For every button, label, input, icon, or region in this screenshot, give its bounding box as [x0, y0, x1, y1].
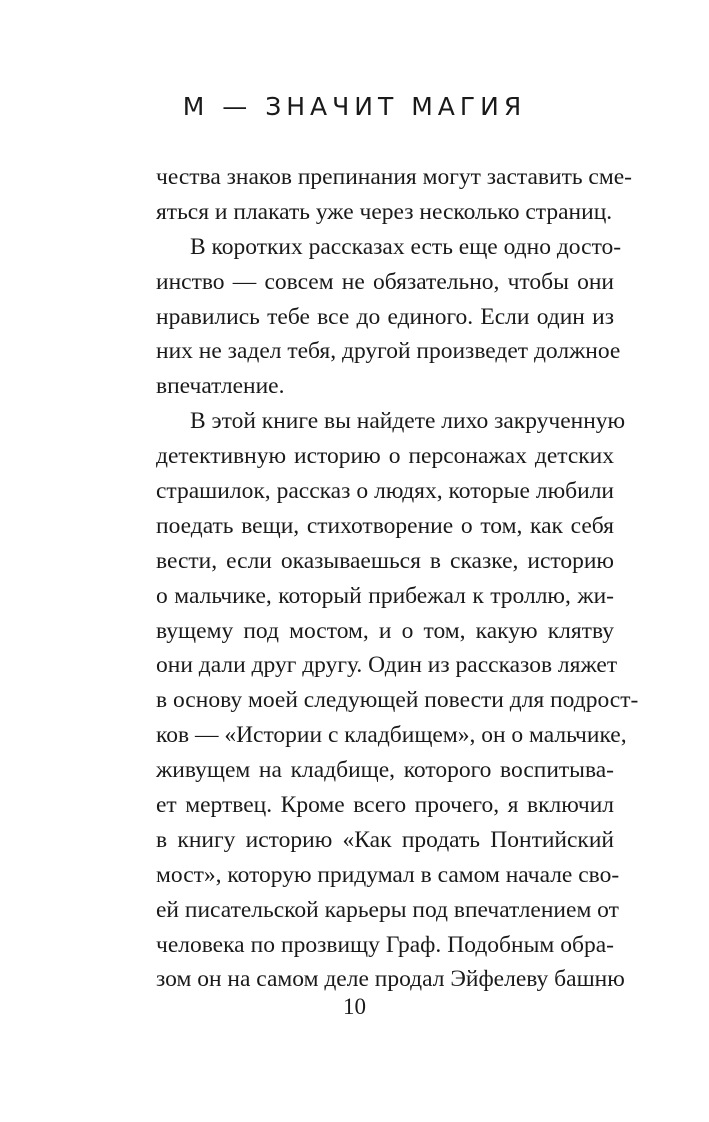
text-line: вущему под мостом, и о том, какую клятву — [156, 617, 614, 644]
text-line: в основу моей следующей повести для подрост- — [156, 687, 639, 714]
page-number: 10 — [343, 994, 366, 1019]
text-line: в книгу историю «Как продать Понтийский — [156, 826, 614, 853]
text-line: поедать вещи, стихотворение о том, как себя — [156, 512, 614, 539]
body-text — [156, 160, 639, 997]
text-line: человека по прозвищу Граф. Подобным обра- — [156, 931, 614, 958]
text-line: них не задел тебя, другой произведет должное — [156, 338, 621, 365]
text-line: ет мертвец. Кроме всего прочего, я включил — [156, 792, 614, 819]
text-line: чества знаков препинания могут заставить сме- — [156, 164, 632, 190]
text-line: ков — «Истории с кладбищем», он о мальчике, — [156, 722, 627, 749]
text-line: В этой книге вы найдете лихо закрученную — [190, 408, 626, 435]
text-line: ей писательской карьеры под впечатлением от — [156, 896, 619, 923]
text-line: инство — совсем не обязательно, чтобы они — [156, 268, 614, 295]
running-head: М — ЗНАЧИТ МАГИЯ — [182, 92, 527, 121]
text-line: страшилок, рассказ о людях, которые любили — [156, 478, 614, 505]
text-line: живущем на кладбище, которого воспитыва- — [156, 757, 614, 784]
text-line: они дали друг другу. Один из рассказов ляжет — [156, 652, 618, 679]
text-line: о мальчике, который прибежал к троллю, жи- — [156, 582, 614, 609]
text-line: нравились тебе все до единого. Если один из — [156, 303, 614, 330]
text-line: В коротких рассказах есть еще одно досто- — [190, 233, 622, 260]
text-line: зом он на самом деле продал Эйфелеву башню — [156, 966, 625, 993]
text-line: мост», которую придумал в самом начале сво- — [156, 861, 620, 888]
text-line: детективную историю о персонажах детских — [156, 443, 614, 470]
text-line: впечатление. — [156, 373, 285, 400]
text-line: вести, если оказываешься в сказке, историю — [156, 547, 614, 574]
text-line: яться и плакать уже через несколько страниц. — [156, 198, 613, 225]
